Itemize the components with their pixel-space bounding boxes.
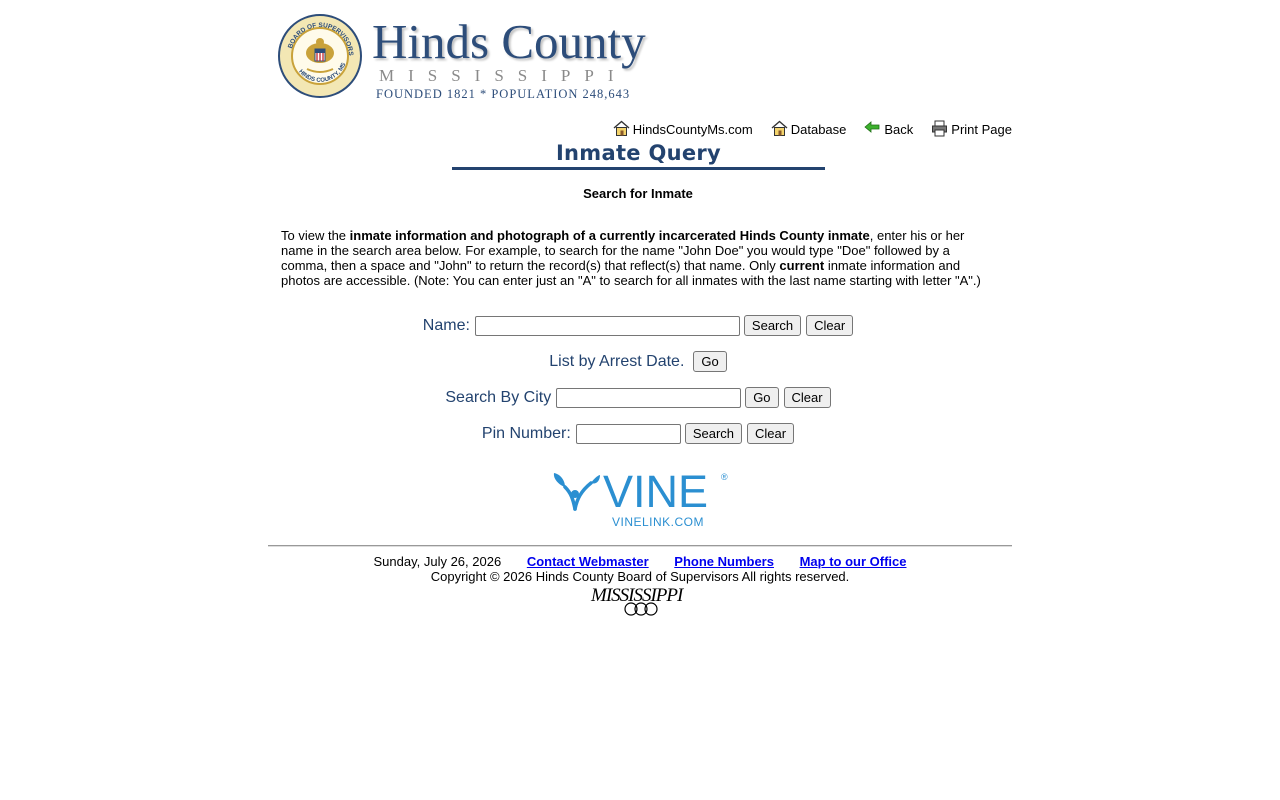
city-label: Search By City	[445, 388, 552, 406]
copyright-text: Copyright © 2026 Hinds County Board of Supervisors All rights reserved.	[430, 569, 850, 584]
contact-webmaster-link[interactable]: Contact Webmaster	[526, 554, 649, 569]
city-go-button[interactable]: Go	[745, 387, 778, 408]
phone-numbers-link[interactable]: Phone Numbers	[674, 554, 774, 569]
vine-registered-mark: ®	[721, 472, 728, 482]
name-input[interactable]	[475, 316, 740, 336]
arrest-date-form	[268, 351, 1008, 372]
mississippi-logo[interactable]	[591, 585, 691, 617]
footer-divider	[268, 545, 1012, 547]
title-underline	[452, 167, 825, 170]
site-tagline: FOUNDED 1821 * POPULATION 248,643	[376, 87, 631, 101]
back-arrow-icon	[864, 120, 881, 137]
vine-wordmark: VINE	[603, 466, 709, 517]
intro-text-2: , enter his or her name in the search area below. For example, to search for the name "John Doe" you would type "Doe" followed by a comma, then a space and "John" to return the record(s) that reflect(s) that name. Only	[281, 228, 965, 273]
nav-home-link[interactable]	[613, 120, 753, 137]
name-search-form	[268, 315, 1008, 336]
vine-site-label: VINELINK.COM	[612, 515, 705, 529]
intro-text	[281, 228, 993, 288]
site-title: Hinds County	[372, 14, 646, 69]
county-seal-icon	[277, 13, 363, 99]
mississippi-swirl-icon	[621, 601, 661, 617]
city-clear-button[interactable]: Clear	[784, 387, 831, 408]
pin-label: Pin Number:	[481, 424, 571, 442]
vine-leaves-icon	[551, 471, 601, 511]
intro-bold-2: current	[779, 258, 825, 273]
nav-print-label: Print Page	[951, 122, 1012, 137]
intro-text-3: inmate information and photos are accessible. (Note: You can enter just an "A" to search for all inmates with the last name starting with letter "A".)	[281, 258, 981, 288]
city-input[interactable]	[556, 388, 741, 408]
seal-text-top: BOARD OF SUPERVISORS	[287, 21, 355, 57]
footer-date: Sunday, July 26, 2026	[373, 554, 502, 569]
arrest-date-go-button[interactable]: Go	[693, 351, 726, 372]
vine-link[interactable]	[551, 466, 733, 529]
site-state: MISSISSIPPI	[379, 66, 628, 85]
top-nav	[613, 120, 1012, 137]
printer-icon	[931, 120, 948, 137]
nav-back-link[interactable]	[864, 120, 913, 137]
pin-input[interactable]	[576, 424, 681, 444]
home-icon	[771, 120, 788, 137]
home-icon	[613, 120, 630, 137]
page-container	[268, 0, 1012, 800]
name-label: Name:	[422, 316, 470, 334]
mississippi-wordmark: MISSISSIPPI	[591, 585, 683, 606]
seal-text-bottom: HINDS COUNTY, MS	[297, 62, 348, 84]
footer-links	[268, 554, 1012, 569]
pin-clear-button[interactable]: Clear	[747, 423, 794, 444]
nav-home-label: HindsCountyMs.com	[632, 122, 753, 137]
city-search-form	[268, 387, 1008, 408]
arrest-date-label: List by Arrest Date.	[549, 352, 685, 370]
intro-text-1: To view the	[281, 228, 350, 243]
office-map-link[interactable]: Map to our Office	[799, 554, 907, 569]
name-clear-button[interactable]: Clear	[806, 315, 853, 336]
nav-database-link[interactable]	[771, 120, 847, 137]
pin-search-form	[268, 423, 1008, 444]
page-title: Inmate Query	[555, 141, 722, 165]
name-search-button[interactable]: Search	[744, 315, 801, 336]
page-subtitle: Search for Inmate	[583, 186, 693, 201]
pin-search-button[interactable]: Search	[685, 423, 742, 444]
nav-print-link[interactable]	[931, 120, 1012, 137]
intro-bold-1: inmate information and photograph of a currently incarcerated Hinds County inmate	[349, 228, 870, 243]
nav-back-label: Back	[884, 122, 914, 137]
nav-database-label: Database	[790, 122, 847, 137]
